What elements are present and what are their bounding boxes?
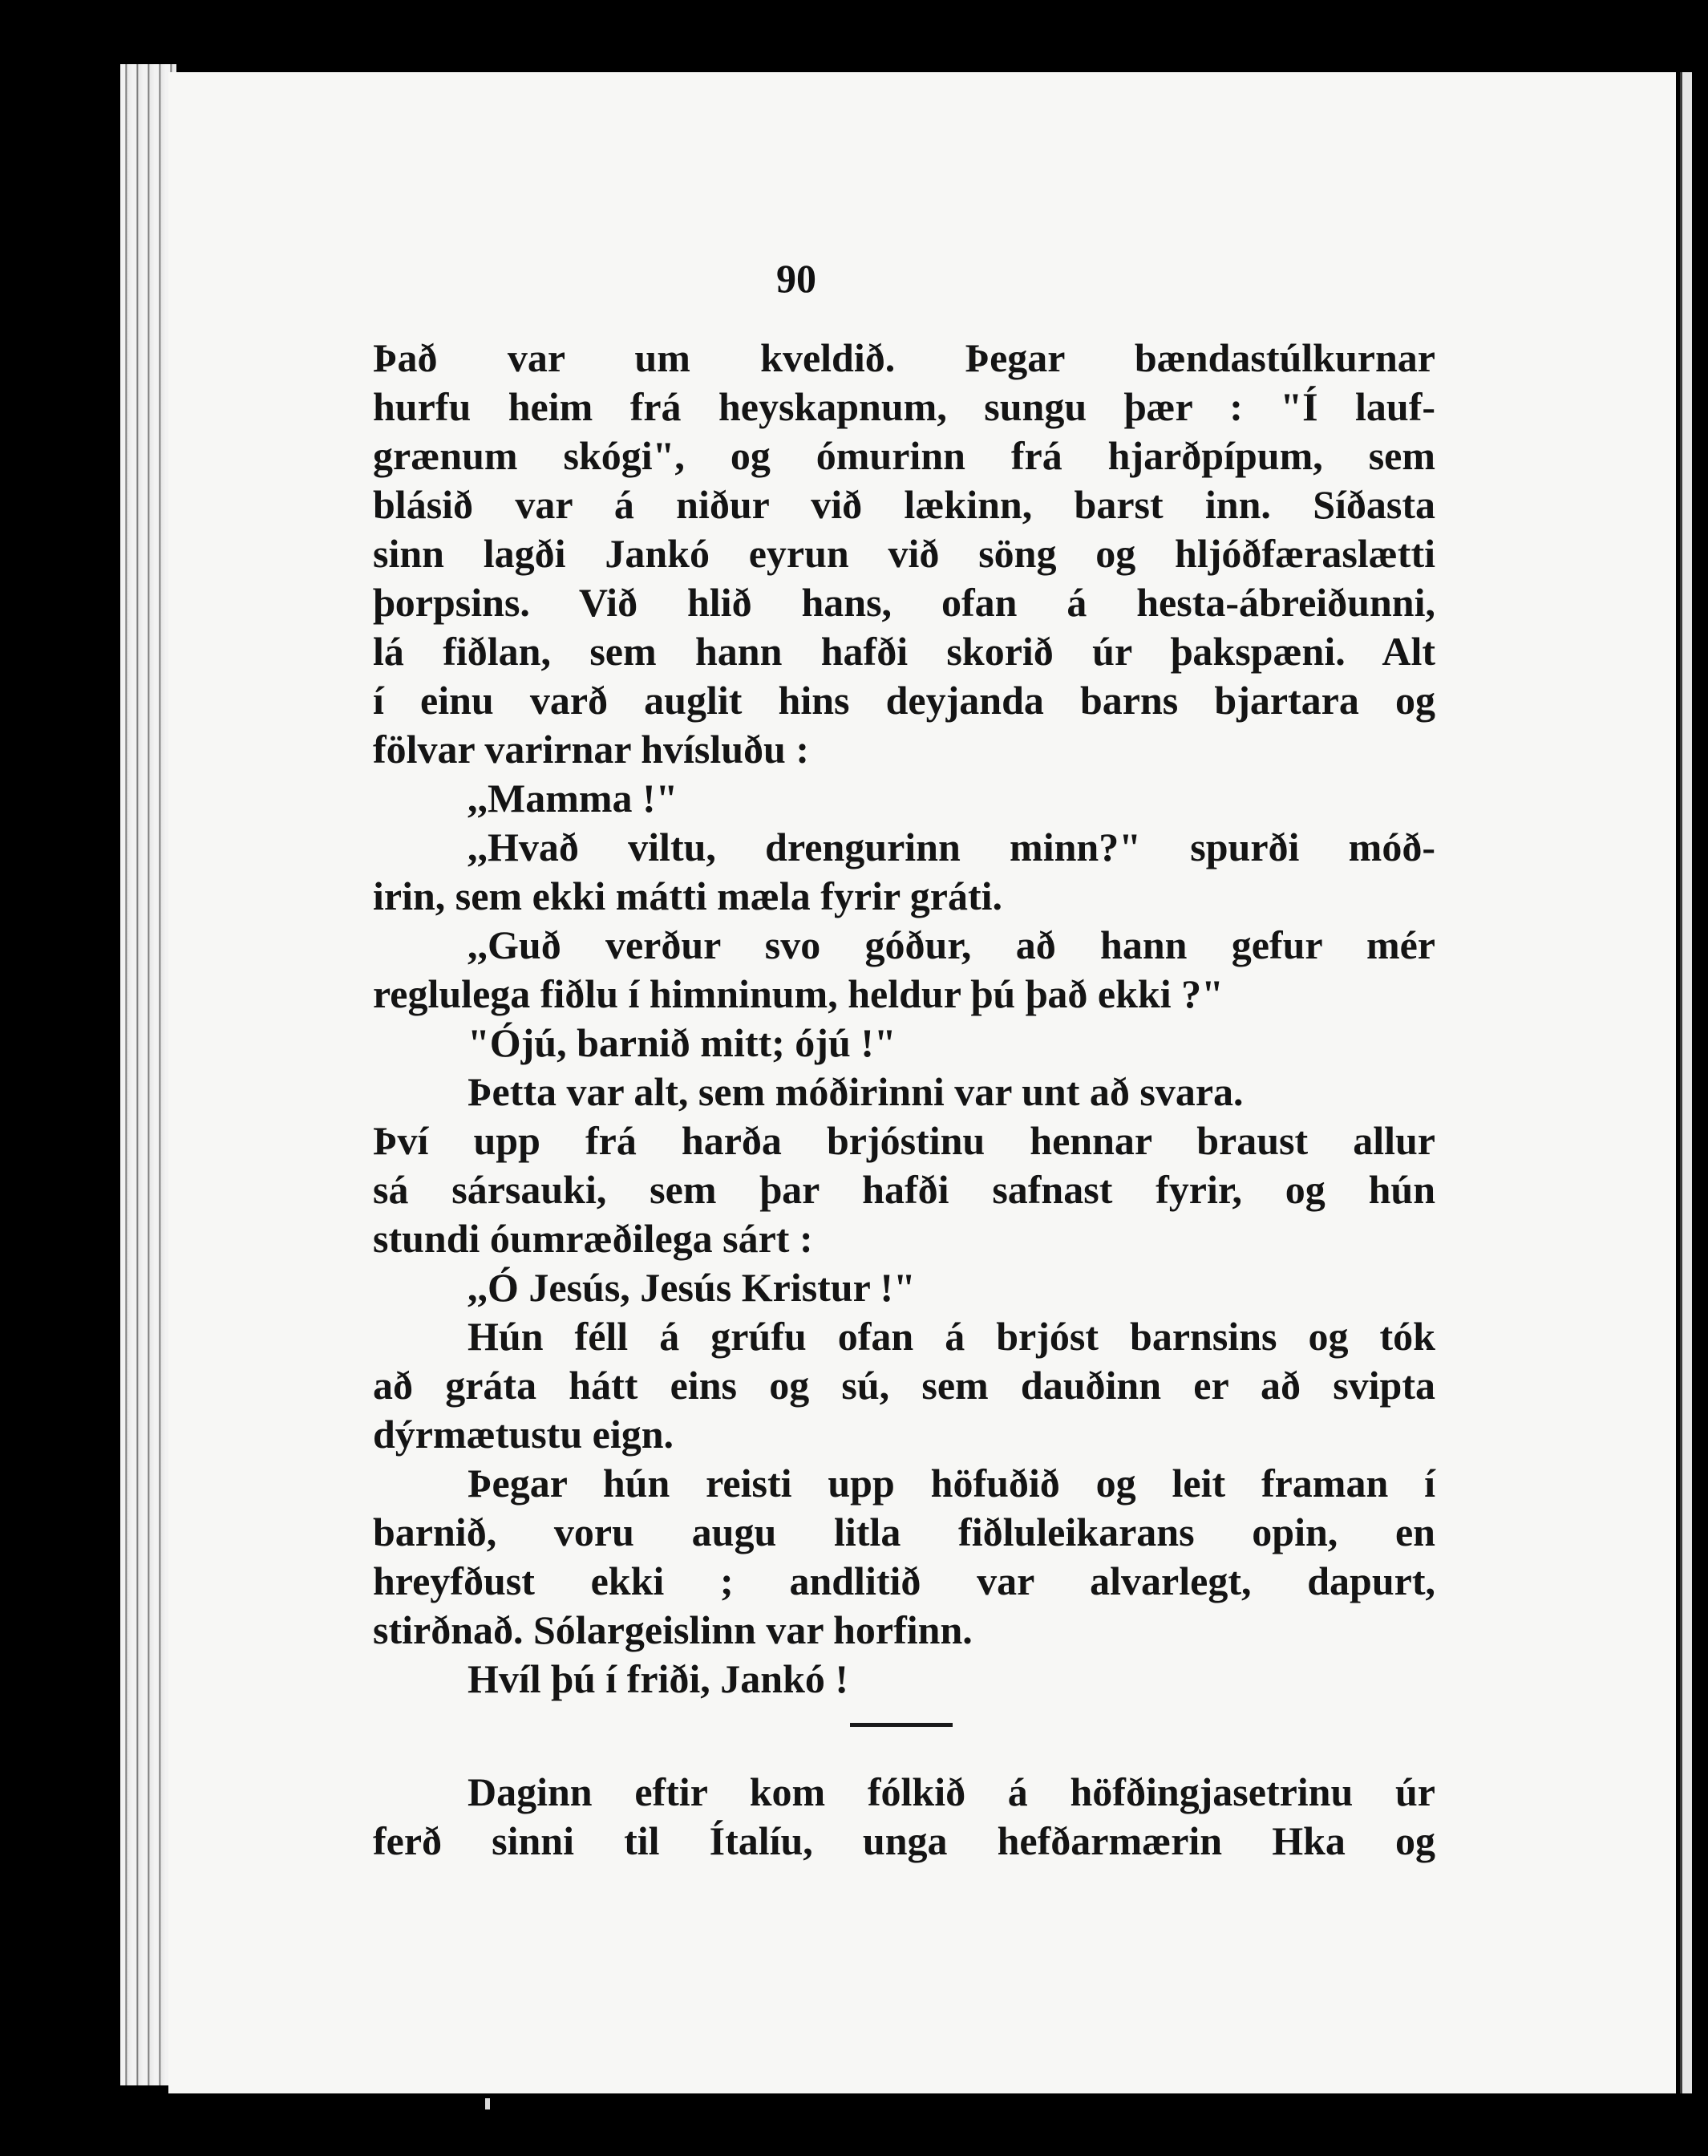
text-line: fölvar varirnar hvísluðu : (373, 727, 810, 772)
text-line: hreyfðust ekki ; andlitið var alvarlegt, dapurt, (373, 1558, 1435, 1603)
text-line: grænum skógi", og ómurinn frá hjarðpípum, sem (373, 433, 1435, 478)
facing-page-edge (1680, 72, 1692, 2093)
text-line: Daginn eftir kom fólkið á höfðingjasetrinu úr (467, 1769, 1435, 1814)
text-line: ,,Mamma !" (467, 776, 678, 821)
text-line: lá fiðlan, sem hann hafði skorið úr þakspæni. Alt (373, 629, 1435, 674)
text-line: stirðnað. Sólargeislinn var horfinn. (373, 1607, 973, 1652)
text-line: Þegar hún reisti upp höfuðið og leit framan í (467, 1461, 1435, 1506)
text-line: barnið, voru augu litla fiðluleikarans opin, en (373, 1510, 1435, 1554)
text-line: að gráta hátt eins og sú, sem dauðinn er að svipta (373, 1363, 1435, 1408)
text-line: blásið var á niður við lækinn, barst inn. Síðasta (373, 482, 1435, 527)
body-text (373, 334, 1435, 1866)
page-number: 90 (776, 256, 816, 301)
text-line: Hún féll á grúfu ofan á brjóst barnsins og tók (467, 1314, 1435, 1359)
text-line: dýrmætustu eign. (373, 1412, 674, 1457)
text-line: irin, sem ekki mátti mæla fyrir gráti. (373, 873, 1003, 918)
scan-speck (485, 2098, 490, 2109)
section-divider (373, 1704, 1435, 1768)
text-line: Það var um kveldið. Þegar bændastúlkurnar (373, 335, 1435, 380)
text-line: í einu varð auglit hins deyjanda barns bjartara og (373, 678, 1435, 723)
text-line: þorpsins. Við hlið hans, ofan á hesta-ábreiðunni, (373, 580, 1435, 625)
text-line: ,,Guð verður svo góður, að hann gefur mér (467, 922, 1435, 967)
text-line: hurfu heim frá heyskapnum, sungu þær : "Í lauf- (373, 384, 1435, 429)
text-line: ,,Hvað viltu, drengurinn minn?" spurði móð- (467, 825, 1435, 869)
text-line: Hvíl þú í friði, Jankó ! (467, 1656, 849, 1701)
text-line: reglulega fiðlu í himninum, heldur þú það ekki ?" (373, 971, 1224, 1016)
text-line: sá sársauki, sem þar hafði safnast fyrir, og hún (373, 1167, 1435, 1212)
text-line: Því upp frá harða brjóstinu hennar braust allur (373, 1118, 1435, 1163)
text-line: sinn lagði Jankó eyrun við söng og hljóðfæraslætti (373, 531, 1435, 576)
text-line: ,,Ó Jesús, Jesús Kristur !" (467, 1265, 916, 1310)
text-line: Þetta var alt, sem móðirinni var unt að svara. (467, 1069, 1244, 1114)
text-line: "Ójú, barnið mitt; ójú !" (467, 1020, 896, 1065)
text-line: stundi óumræðilega sárt : (373, 1216, 813, 1261)
text-line: ferð sinni til Ítalíu, unga hefðarmærin Hka og (373, 1818, 1435, 1863)
